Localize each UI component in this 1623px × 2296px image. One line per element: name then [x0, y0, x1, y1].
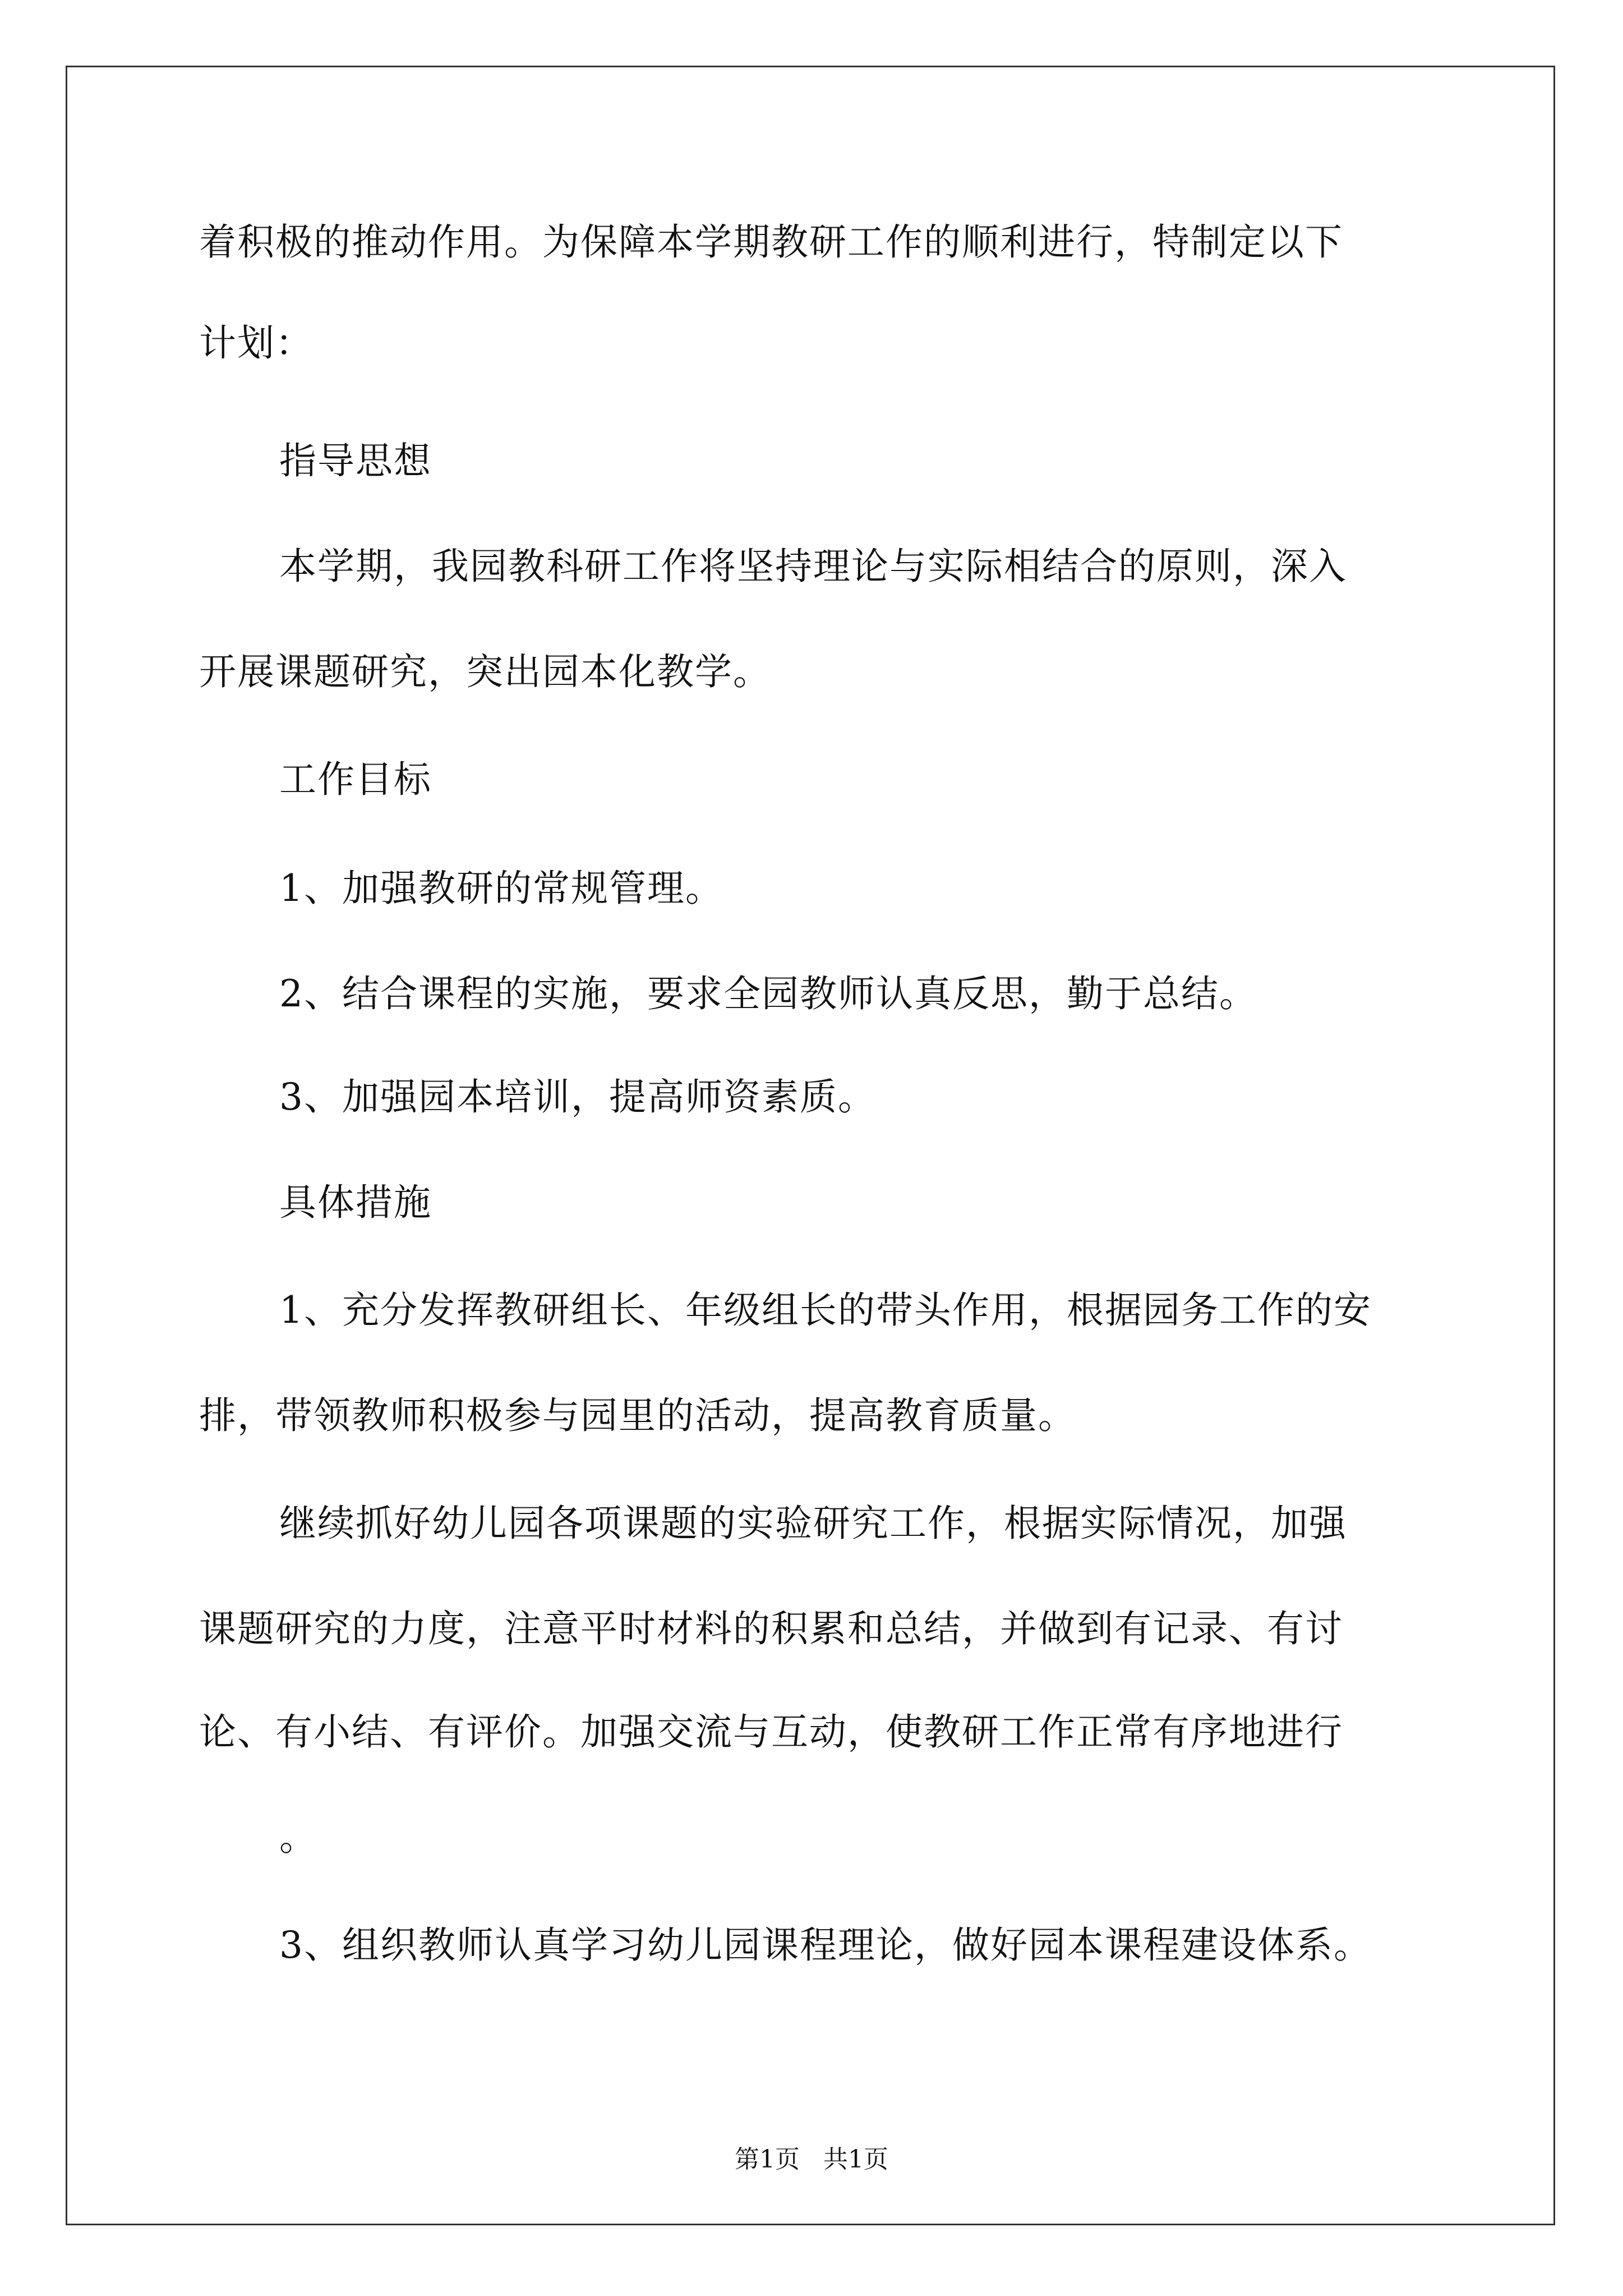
paragraph-line: 着积极的推动作用。为保障本学期教研工作的顺利进行，特制定以下 [199, 220, 1343, 264]
paragraph-line: 开展课题研究，突出园本化教学。 [199, 650, 771, 693]
section-heading-measures: 具体措施 [279, 1181, 432, 1224]
paragraph-line: 课题研究的力度，注意平时材料的积累和总结，并做到有记录、有讨 [199, 1607, 1343, 1650]
page-frame [66, 66, 1555, 2225]
paragraph-line: 排，带领教师积极参与园里的活动，提高教育质量。 [199, 1394, 1076, 1437]
list-item: 1、加强教研的常规管理。 [279, 867, 723, 910]
list-item: 3、加强园本培训，提高师资素质。 [279, 1075, 876, 1119]
section-heading-guiding-ideology: 指导思想 [279, 439, 432, 482]
list-item: 1、充分发挥教研组长、年级组长的带头作用，根据园务工作的安 [279, 1289, 1372, 1332]
paragraph-line: 继续抓好幼儿园各项课题的实验研究工作，根据实际情况，加强 [279, 1502, 1347, 1545]
paragraph-line: 论、有小结、有评价。加强交流与互动，使教研工作正常有序地进行 [199, 1710, 1343, 1754]
page-footer: 第1页 共1页 [735, 2145, 888, 2174]
list-item: 3、组织教师认真学习幼儿园课程理论，做好园本课程建设体系。 [279, 1924, 1372, 1967]
section-heading-work-goals: 工作目标 [279, 758, 432, 801]
paragraph-line: 。 [279, 1816, 317, 1859]
paragraph-line: 本学期，我园教科研工作将坚持理论与实际相结合的原则，深入 [279, 545, 1347, 588]
paragraph-line: 计划： [199, 321, 313, 365]
list-item: 2、结合课程的实施，要求全园教师认真反思，勤于总结。 [279, 972, 1257, 1015]
